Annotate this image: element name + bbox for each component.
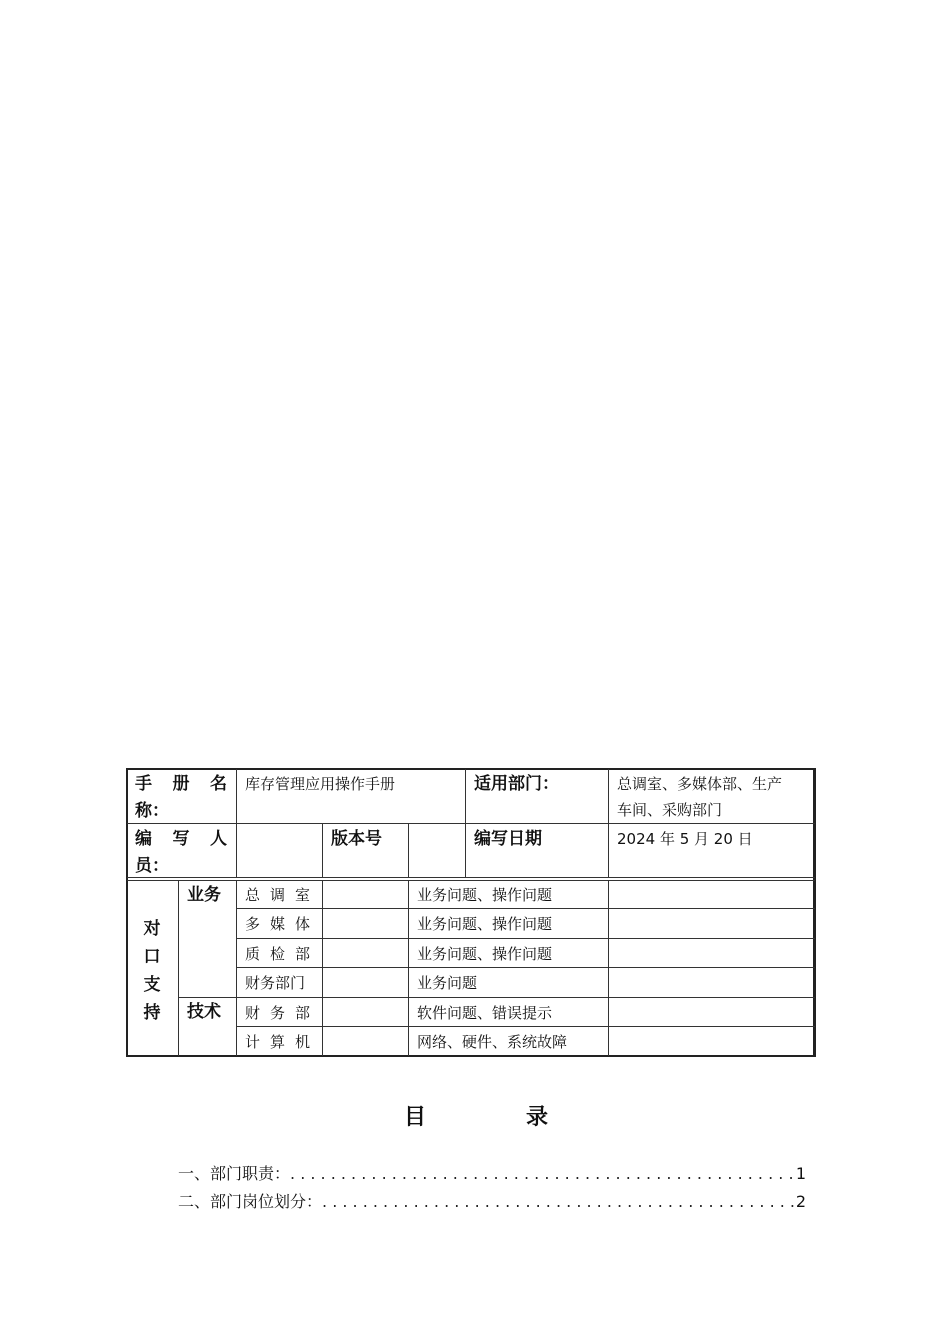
toc-entry-page: 1 (795, 1164, 806, 1183)
support-row-scope: 业务问题 (417, 974, 478, 992)
applicable-dept-label: 适用部门： (474, 774, 559, 794)
support-row-scope: 网络、硬件、系统故障 (417, 1033, 568, 1051)
support-row-dept: 财务部门 (245, 974, 306, 992)
author-label-line1: 编 写 人 (135, 829, 227, 849)
support-row-dept: 质检部 (245, 945, 321, 963)
col-divider (608, 881, 609, 1056)
col-divider (236, 769, 237, 877)
manual-name-label-line1: 手 册 名 (135, 774, 227, 794)
author-label (135, 826, 227, 880)
version-label: 版本号 (331, 829, 382, 849)
toc-entry-page: 2 (795, 1192, 806, 1211)
support-row-dept: 多媒体 (245, 915, 321, 933)
manual-name-label (135, 771, 227, 825)
toc-title-right: 录 (526, 1105, 549, 1130)
support-row-scope: 业务问题、操作问题 (417, 886, 553, 904)
support-label (142, 915, 162, 1027)
applicable-dept-line1: 总调室、多媒体部、生产 (617, 775, 783, 793)
date-value: 2024 年 5 月 20 日 (617, 830, 753, 848)
toc-entry-label: 二、部门岗位划分： (178, 1192, 323, 1211)
support-row-scope: 业务问题、操作问题 (417, 945, 553, 963)
support-label-char: 口 (143, 947, 161, 967)
applicable-dept-line2: 车间、采购部门 (617, 801, 723, 819)
support-label-char: 持 (143, 1003, 161, 1023)
toc-entry[interactable] (178, 1161, 806, 1184)
toc-entry[interactable] (178, 1189, 806, 1212)
col-divider (465, 769, 466, 877)
col-divider (322, 881, 323, 1056)
toc-leader-dots (322, 1192, 794, 1211)
toc-entry-label: 一、部门职责： (178, 1164, 291, 1183)
col-divider (178, 881, 179, 1056)
support-row-scope: 软件问题、错误提示 (417, 1004, 553, 1022)
support-row-dept: 财务部 (245, 1004, 321, 1022)
col-divider (408, 881, 409, 1056)
row-divider (127, 880, 815, 881)
manual-name-value: 库存管理应用操作手册 (245, 775, 396, 793)
col-divider (322, 824, 323, 877)
support-label-char: 对 (143, 919, 161, 939)
toc-title-left: 目 (404, 1105, 427, 1130)
col-divider (236, 881, 237, 1056)
col-divider (408, 824, 409, 877)
row-divider (178, 997, 815, 998)
support-row-dept: 计算机 (245, 1033, 321, 1051)
date-label: 编写日期 (474, 829, 542, 849)
col-divider (608, 769, 609, 877)
toc-leader-dots (290, 1164, 794, 1183)
support-label-char: 支 (143, 975, 161, 995)
author-label-line2: 员： (135, 856, 169, 876)
row-divider (127, 877, 815, 878)
toc-title (404, 1100, 548, 1131)
group-label-business: 业务 (187, 885, 221, 905)
support-row-scope: 业务问题、操作问题 (417, 915, 553, 933)
group-label-technical: 技术 (187, 1002, 221, 1022)
manual-name-label-line2: 称： (135, 801, 169, 821)
row-divider (127, 823, 815, 824)
support-row-dept: 总调室 (245, 886, 321, 904)
